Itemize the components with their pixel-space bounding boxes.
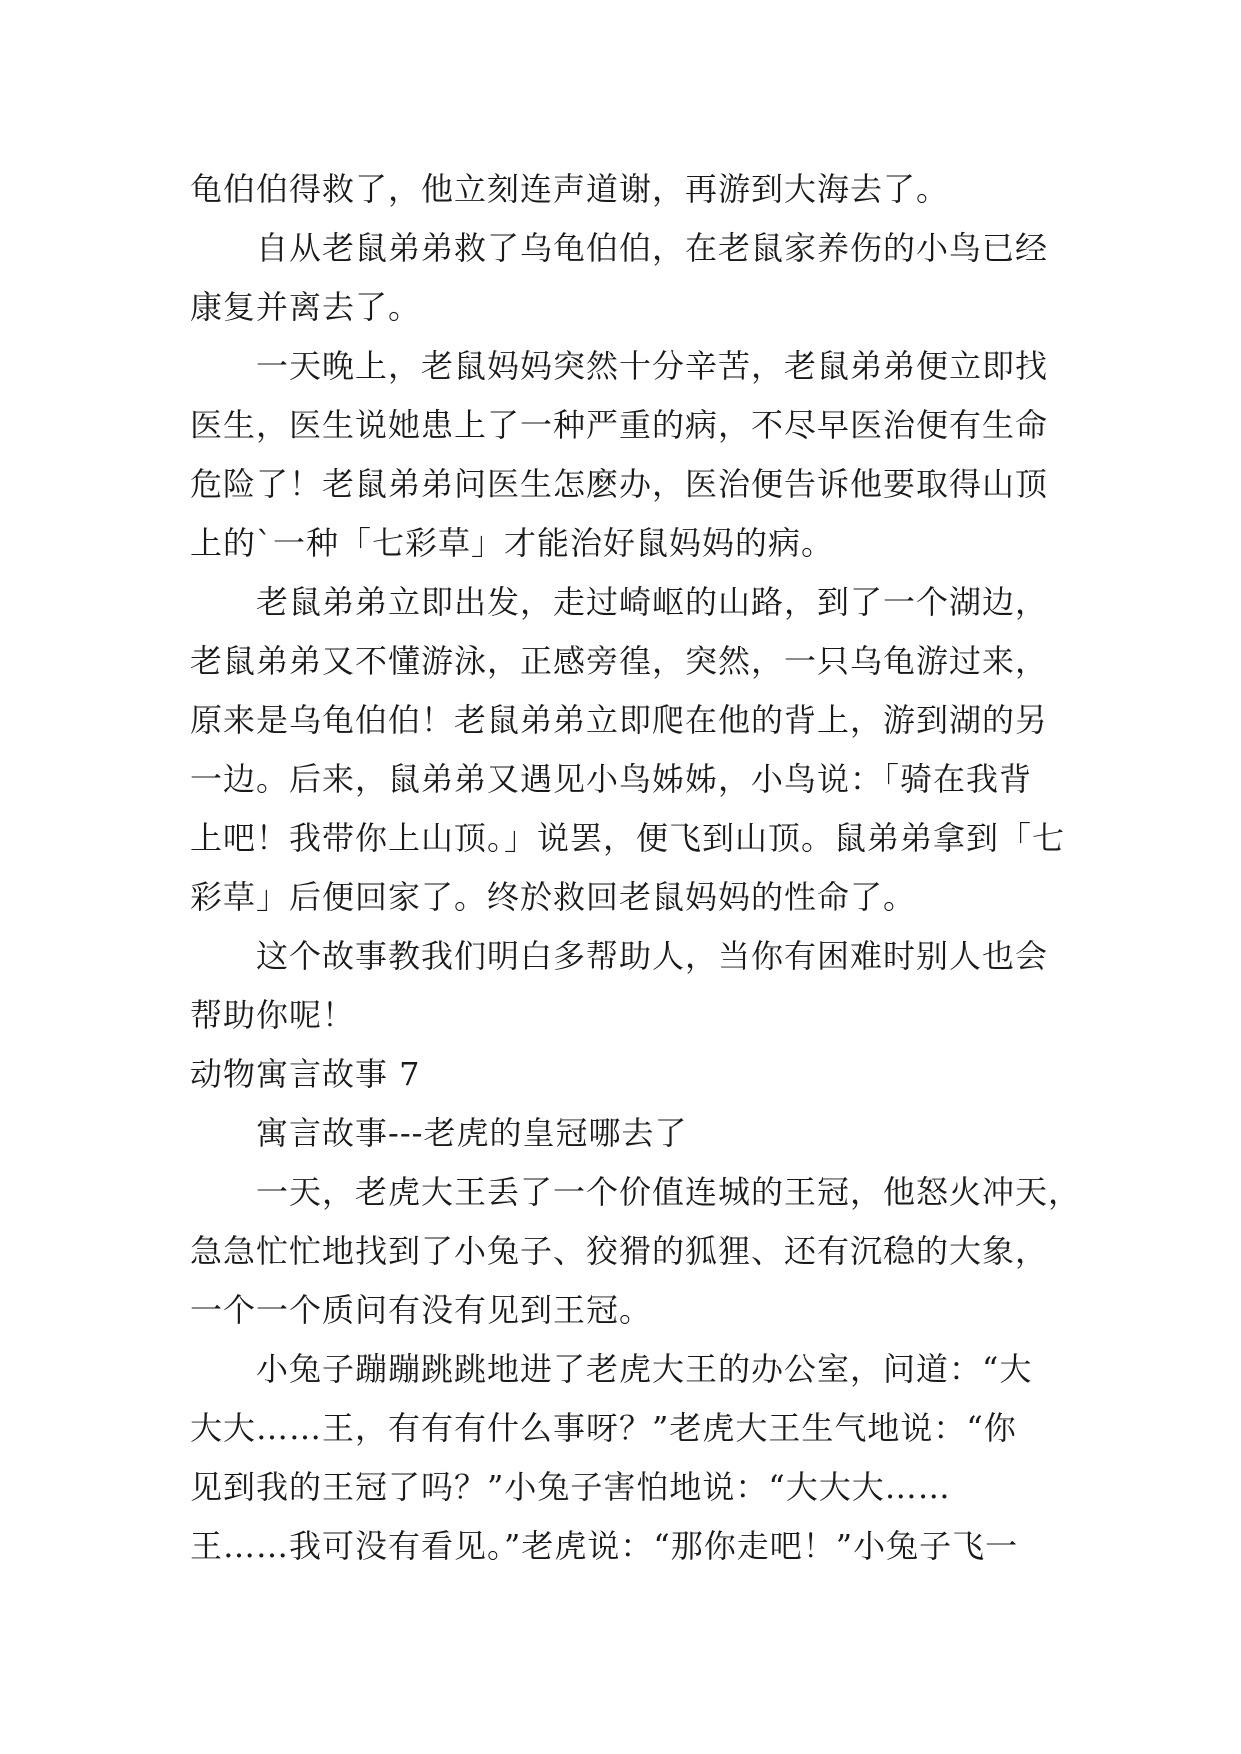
text-line: 康复并离去了。 bbox=[190, 288, 422, 326]
story-title: 寓言故事---老虎的皇冠哪去了 bbox=[190, 1114, 688, 1152]
text-line: 原来是乌龟伯伯！老鼠弟弟立即爬在他的背上，游到湖的另 bbox=[190, 701, 1049, 739]
text-line: 老鼠弟弟又不懂游泳，正感旁徨，突然，一只乌龟游过来， bbox=[190, 642, 1049, 680]
text-line: 一天，老虎大王丢了一个价值连城的王冠，他怒火冲天， bbox=[190, 1173, 1082, 1211]
text-line: 彩草」后便回家了。终於救回老鼠妈妈的性命了。 bbox=[190, 878, 917, 916]
text-line: 一天晚上，老鼠妈妈突然十分辛苦，老鼠弟弟便立即找 bbox=[190, 347, 1049, 385]
text-line: 小兔子蹦蹦跳跳地进了老虎大王的办公室，问道：“大 bbox=[190, 1350, 1033, 1388]
text-line: 帮助你呢！ bbox=[190, 996, 356, 1034]
text-line: 老鼠弟弟立即出发，走过崎岖的山路，到了一个湖边， bbox=[190, 583, 1049, 621]
text-line: 大大……王，有有有什么事呀？”老虎大王生气地说：“你 bbox=[190, 1409, 1017, 1447]
text-line: 王……我可没有看见。”老虎说：“那你走吧！”小兔子飞一 bbox=[190, 1527, 1019, 1565]
text-line: 龟伯伯得救了，他立刻连声道谢，再游到大海去了。 bbox=[190, 170, 950, 208]
text-line: 一个一个质问有没有见到王冠。 bbox=[190, 1291, 653, 1329]
text-line: 自从老鼠弟弟救了乌龟伯伯，在老鼠家养伤的小鸟已经 bbox=[190, 229, 1049, 267]
text-line: 一边。后来，鼠弟弟又遇见小鸟姊姊，小鸟说：「骑在我背 bbox=[190, 760, 1033, 798]
section-heading: 动物寓言故事 7 bbox=[190, 1055, 421, 1093]
text-line: 医生，医生说她患上了一种严重的病，不尽早医治便有生命 bbox=[190, 406, 1049, 444]
text-line: 上的`一种「七彩草」才能治好鼠妈妈的病。 bbox=[190, 524, 835, 562]
text-line: 上吧！我带你上山顶。」说罢，便飞到山顶。鼠弟弟拿到「七 bbox=[190, 819, 1066, 857]
story-text bbox=[190, 160, 1082, 1576]
text-line: 这个故事教我们明白多帮助人，当你有困难时别人也会 bbox=[190, 937, 1049, 975]
text-line: 急急忙忙地找到了小兔子、狡猾的狐狸、还有沉稳的大象， bbox=[190, 1232, 1049, 1270]
text-line: 见到我的王冠了吗？”小兔子害怕地说：“大大大…… bbox=[190, 1468, 951, 1506]
text-line: 危险了！老鼠弟弟问医生怎麽办，医治便告诉他要取得山顶 bbox=[190, 465, 1049, 503]
